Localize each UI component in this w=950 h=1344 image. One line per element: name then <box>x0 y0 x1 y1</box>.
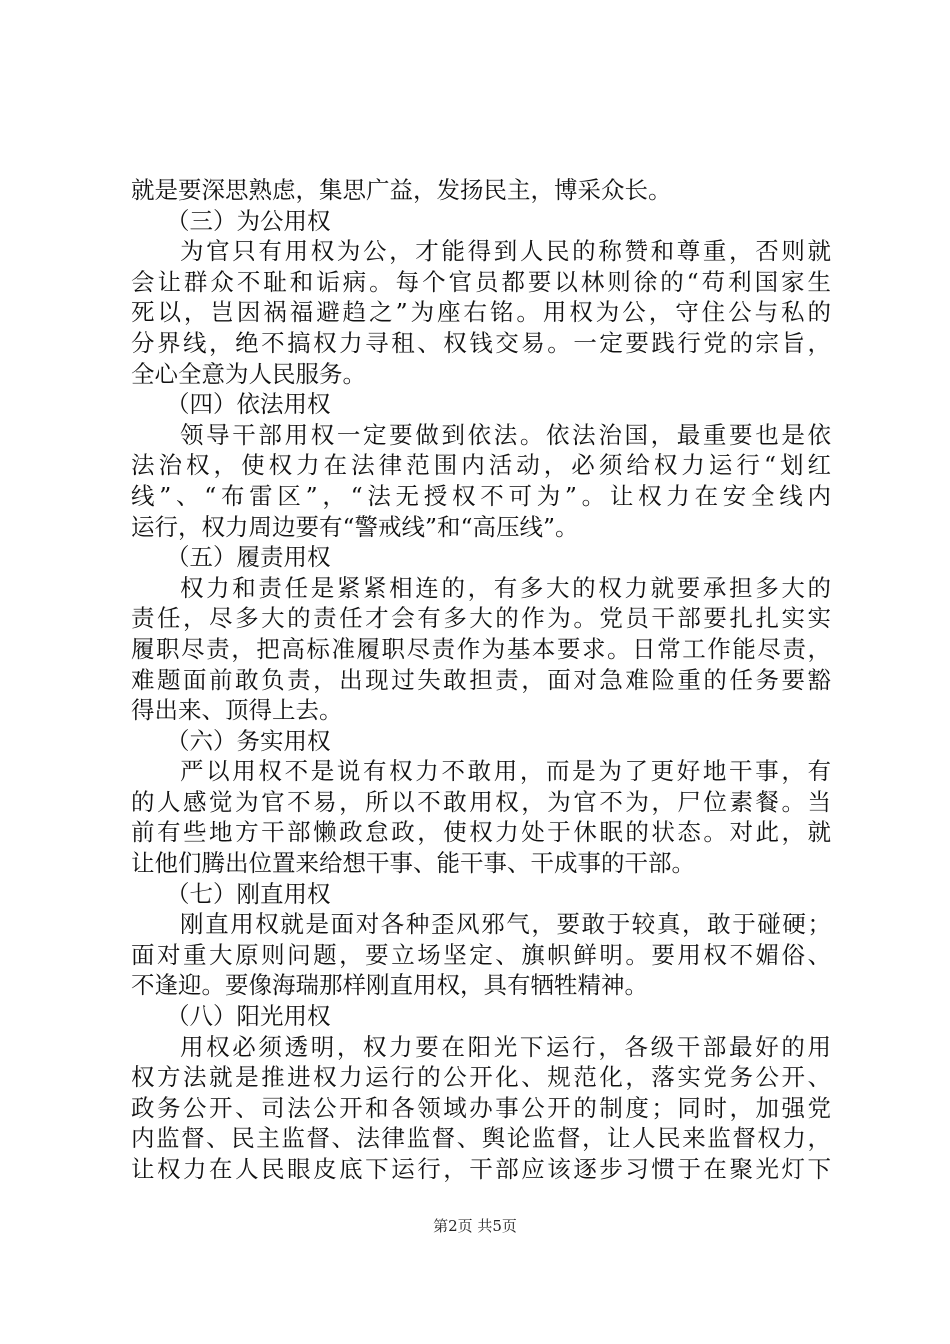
section-heading-6: （六）务实用权 <box>166 726 331 755</box>
text-line: 内监督、民主监督、法律监督、舆论监督，让人民来监督权力， <box>131 1124 831 1153</box>
text-line: 权方法就是推进权力运行的公开化、规范化，落实党务公开、 <box>131 1063 831 1092</box>
text-line: 面对重大原则问题，要立场坚定、旗帜鲜明。要用权不媚俗、 <box>131 940 831 969</box>
text-line: 运行，权力周边要有“警戒线”和“高压线”。 <box>131 512 579 541</box>
text-line: 权力和责任是紧紧相连的，有多大的权力就要承担多大的 <box>180 573 831 602</box>
text-line: 得出来、顶得上去。 <box>131 696 343 725</box>
section-heading-5: （五）履责用权 <box>166 543 331 572</box>
text-line: 分界线，绝不搞权力寻租、权钱交易。一定要践行党的宗旨， <box>131 328 831 357</box>
text-line: 前有些地方干部懒政怠政，使权力处于休眠的状态。对此，就 <box>131 818 831 847</box>
text-line: 难题面前敢负责，出现过失敢担责，面对急难险重的任务要豁 <box>131 665 831 694</box>
text-line: 线”、“布雷区”，“法无授权不可为”。让权力在安全线内 <box>131 481 831 510</box>
section-heading-8: （八）阳光用权 <box>166 1002 331 1031</box>
text-line: 让权力在人民眼皮底下运行，干部应该逐步习惯于在聚光灯下 <box>131 1155 831 1183</box>
document-body <box>131 175 831 1185</box>
text-line: 用权必须透明，权力要在阳光下运行，各级干部最好的用 <box>180 1032 831 1061</box>
text-line: 的人感觉为官不易，所以不敢用权，为官不为，尸位素餐。当 <box>131 787 831 816</box>
text-line: 履职尽责，把高标准履职尽责作为基本要求。日常工作能尽责， <box>131 634 831 663</box>
text-line: 全心全意为人民服务。 <box>131 359 366 388</box>
section-heading-3: （三）为公用权 <box>166 206 331 235</box>
text-line: 让他们腾出位置来给想干事、能干事、干成事的干部。 <box>131 849 695 878</box>
text-line: 死以，岂因祸福避趋之”为座右铭。用权为公，守住公与私的 <box>131 298 831 327</box>
text-line: 领导干部用权一定要做到依法。依法治国，最重要也是依 <box>180 420 831 449</box>
text-line: 责任，尽多大的责任才会有多大的作为。党员干部要扎扎实实 <box>131 604 831 633</box>
text-line: 会让群众不耻和诟病。每个官员都要以林则徐的“苟利国家生 <box>131 267 831 296</box>
page-footer: 第2页 共5页 <box>433 1217 517 1235</box>
section-heading-7: （七）刚直用权 <box>166 879 331 908</box>
text-line: 不逢迎。要像海瑞那样刚直用权，具有牺牲精神。 <box>131 971 648 1000</box>
text-line: 为官只有用权为公，才能得到人民的称赞和尊重，否则就 <box>180 237 831 266</box>
section-heading-4: （四）依法用权 <box>166 390 331 419</box>
text-line: 就是要深思熟虑，集思广益，发扬民主，博采众长。 <box>131 176 672 204</box>
text-line: 法治权，使权力在法律范围内活动，必须给权力运行“划红 <box>131 451 831 480</box>
text-line: 政务公开、司法公开和各领域办事公开的制度；同时，加强党 <box>131 1093 831 1122</box>
text-line: 严以用权不是说有权力不敢用，而是为了更好地干事，有 <box>180 757 831 786</box>
text-line: 刚直用权就是面对各种歪风邪气，要敢于较真，敢于碰硬； <box>180 910 831 939</box>
